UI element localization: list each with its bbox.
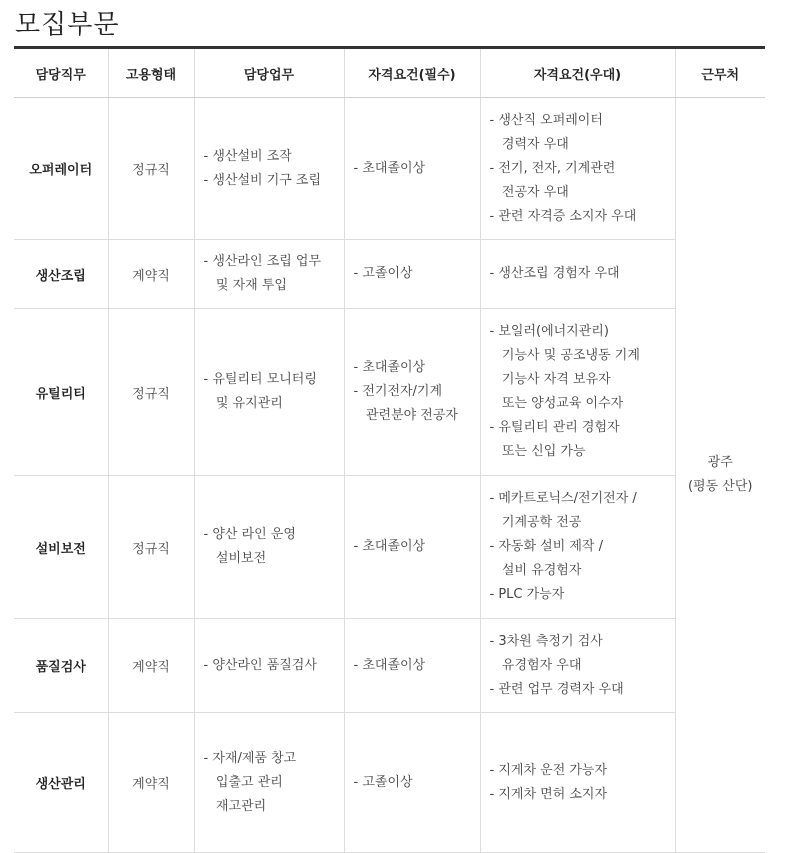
preferred-cell-line: 유경험자 우대 — [489, 657, 582, 673]
preferred-cell-line: 또는 신입 가능 — [489, 444, 586, 459]
preferred-cell-line: - 관련 자격증 소지자 우대 — [489, 208, 637, 224]
employment-type-cell: 정규직 — [108, 476, 194, 619]
duties-cell-line: 설비보전 — [203, 551, 267, 566]
preferred-cell-line: 전공자 우대 — [489, 184, 569, 200]
preferred-cell — [480, 309, 675, 476]
preferred-cell-line: - 지게차 운전 가능자 — [489, 762, 608, 778]
preferred-cell — [480, 476, 675, 619]
duties-cell-line: - 생산설비 기구 조립 — [203, 172, 322, 188]
duties-cell — [194, 619, 344, 713]
location-cell — [675, 98, 765, 853]
preferred-cell-line: - 메카트로닉스/전기전자 / — [489, 491, 637, 506]
preferred-cell-line: 기능사 자격 보유자 — [489, 372, 611, 387]
duties-cell — [194, 476, 344, 619]
table-row — [14, 240, 765, 309]
duties-cell-line: - 양산라인 품질검사 — [203, 657, 317, 673]
preferred-cell-line: - PLC 가능자 — [489, 587, 565, 602]
duties-cell-line: - 양산 라인 운영 — [203, 527, 296, 542]
header-job: 담당직무 — [14, 49, 108, 98]
duties-cell-line: 및 자재 투입 — [203, 278, 287, 293]
preferred-cell-line: - 생산직 오퍼레이터 — [489, 112, 603, 128]
table-row — [14, 309, 765, 476]
table-row — [14, 713, 765, 853]
job-title-cell: 유틸리티 — [14, 309, 108, 476]
duties-cell-line: - 유틸리티 모니터링 — [203, 372, 317, 387]
preferred-cell-line: - 전기, 전자, 기계관련 — [489, 160, 616, 176]
required-cell-line: - 초대졸이상 — [353, 657, 426, 673]
required-cell-line: - 고졸이상 — [353, 774, 413, 790]
preferred-cell — [480, 619, 675, 713]
required-cell-line: - 고졸이상 — [353, 266, 413, 281]
preferred-cell-line: 기능사 및 공조냉동 기계 — [489, 348, 640, 363]
preferred-cell — [480, 98, 675, 240]
preferred-cell-line: 설비 유경험자 — [489, 563, 582, 578]
preferred-cell-line: - 3차원 측정기 검사 — [489, 633, 603, 649]
preferred-cell — [480, 240, 675, 309]
location-line: 광주 — [707, 455, 733, 470]
header-duties: 담당업무 — [194, 49, 344, 98]
recruitment-table — [14, 49, 765, 853]
required-cell-line: - 초대졸이상 — [353, 360, 426, 375]
duties-cell — [194, 98, 344, 240]
required-cell-line: 관련분야 전공자 — [353, 408, 458, 423]
header-required: 자격요건(필수) — [344, 49, 480, 98]
required-cell — [344, 713, 480, 853]
employment-type-cell: 정규직 — [108, 309, 194, 476]
duties-cell-line: - 자재/제품 창고 — [203, 750, 297, 766]
required-cell — [344, 98, 480, 240]
duties-cell-line: 재고관리 — [203, 798, 267, 814]
table-row — [14, 98, 765, 240]
preferred-cell-line: - 자동화 설비 제작 / — [489, 539, 604, 554]
required-cell — [344, 476, 480, 619]
location-line: (평동 산단) — [687, 479, 753, 494]
job-title-cell: 설비보전 — [14, 476, 108, 619]
table-row — [14, 476, 765, 619]
header-row — [14, 49, 765, 98]
duties-cell — [194, 713, 344, 853]
header-employment-type: 고용형태 — [108, 49, 194, 98]
employment-type-cell: 정규직 — [108, 98, 194, 240]
duties-cell-line: 입출고 관리 — [203, 774, 283, 790]
duties-cell-line: - 생산설비 조작 — [203, 148, 292, 164]
preferred-cell-line: 경력자 우대 — [489, 136, 569, 152]
required-cell-line: - 초대졸이상 — [353, 160, 426, 176]
required-cell-line: - 초대졸이상 — [353, 539, 426, 554]
employment-type-cell: 계약직 — [108, 619, 194, 713]
job-title-cell: 오퍼레이터 — [14, 98, 108, 240]
required-cell-line: - 전기전자/기계 — [353, 384, 443, 399]
required-cell — [344, 309, 480, 476]
duties-cell-line: - 생산라인 조립 업무 — [203, 254, 322, 269]
job-title-cell: 품질검사 — [14, 619, 108, 713]
header-preferred: 자격요건(우대) — [480, 49, 675, 98]
preferred-cell-line: 또는 양성교육 이수자 — [489, 396, 624, 411]
preferred-cell-line: - 생산조립 경험자 우대 — [489, 266, 620, 281]
employment-type-cell: 계약직 — [108, 713, 194, 853]
preferred-cell-line: - 지게차 면허 소지자 — [489, 786, 608, 802]
page-title: 모집부문 — [15, 10, 120, 40]
duties-cell — [194, 309, 344, 476]
preferred-cell-line: - 보일러(에너지관리) — [489, 324, 609, 339]
preferred-cell-line: - 유틸리티 관리 경험자 — [489, 420, 620, 435]
job-title-cell: 생산관리 — [14, 713, 108, 853]
preferred-cell — [480, 713, 675, 853]
header-location: 근무처 — [675, 49, 765, 98]
required-cell — [344, 619, 480, 713]
employment-type-cell: 계약직 — [108, 240, 194, 309]
duties-cell-line: 및 유지관리 — [203, 396, 283, 411]
preferred-cell-line: - 관련 업무 경력자 우대 — [489, 681, 624, 697]
preferred-cell-line: 기계공학 전공 — [489, 515, 582, 530]
table-row — [14, 619, 765, 713]
required-cell — [344, 240, 480, 309]
duties-cell — [194, 240, 344, 309]
job-title-cell: 생산조립 — [14, 240, 108, 309]
